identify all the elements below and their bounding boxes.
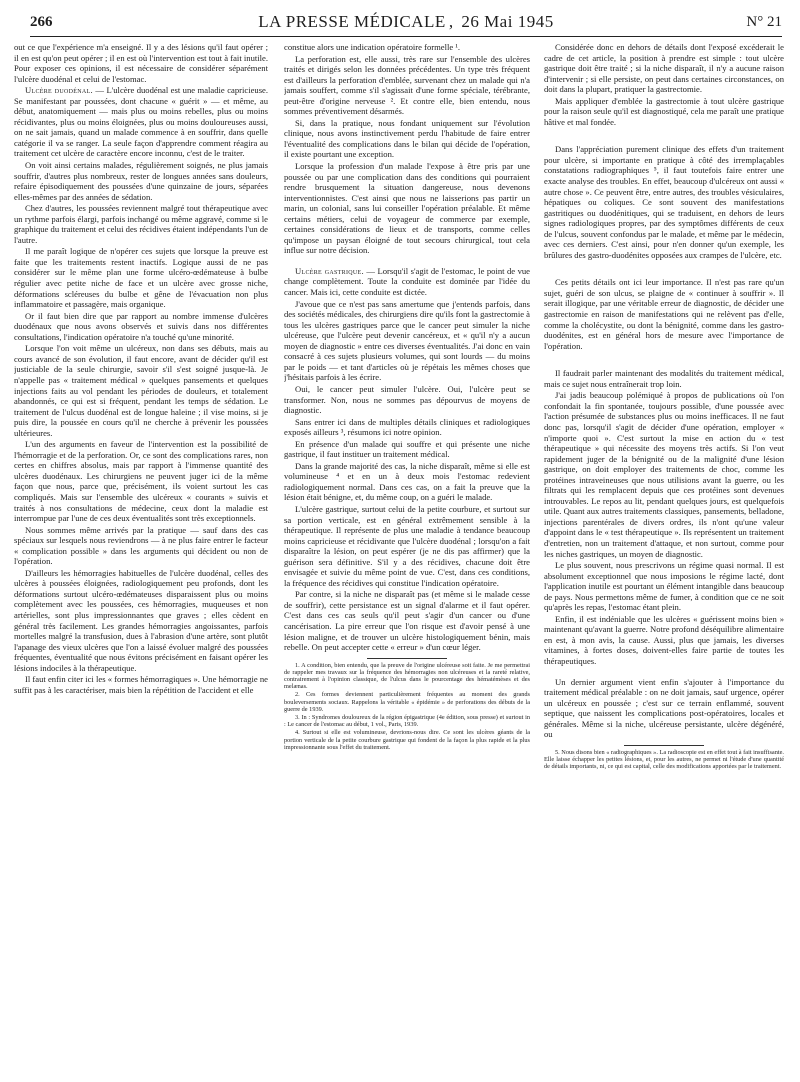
paragraph	[284, 439, 530, 460]
paragraph-text: Lorsque la profession d'un malade l'expose à être pris par une poussée ou par une complication dans des conditions qui pourraient rendre brusquement la situation dangereuse, nous devenons interventionnistes. C'est ainsi que nous ne laisserions pas partir un marin, un colonial, sans lui conseiller l'opération préalable. Et même certains métiers, celui de voyageur de commerce par exemple, certaines considérations de lieux et de transports, comme celles qu'impose un paysan éloigné de tout secours chirurgical, tout cela influe sur notre décision.	[284, 161, 530, 256]
paragraph-text: Mais appliquer d'emblée la gastrectomie à tout ulcère gastrique pour la raison seule qu'il est diagnostiqué, cela me paraît une pratique hâtive et mal fondée.	[544, 95, 784, 127]
paragraph	[284, 161, 530, 256]
journal-title: LA PRESSE MÉDICALE	[258, 12, 446, 31]
paragraph-text: — Lorsqu'il s'agit de l'estomac, le point de vue change complètement. Toute la conduite est dominée par l'idée du cancer. Mais ici, cette conduite est dictée.	[284, 265, 530, 298]
paragraph	[14, 85, 268, 159]
footnote: 1. A condition, bien entendu, que la preuve de l'origine ulcéreuse soit faite. Je me permettrai de rappeler mes travaux sur la fréquence des hémorragies non ulcéreuses et la rareté relative, contrairement à l'opinion classique, de l'ulcus dans le pourcentage des hématémèses et des melænas.	[284, 661, 530, 691]
paragraph-text: constitue alors une indication opératoire formelle ¹.	[284, 42, 461, 52]
paragraph-gap	[544, 668, 784, 677]
paragraph-text: L'ulcère gastrique, surtout celui de la petite courbure, et surtout sur sa portion verticale, est en général extrêmement sensible à la thérapeutique. Il représente de plus une maladie à tendance beaucoup moins capricieuse et récidivante que l'ulcère duodénal ; lorsqu'on a fait disparaître la lésion, on peut espérer (je ne dis pas affirmer) que la guérison sera définitive. S'il y a des récidives, chacune doit être envisagée et suivie du même point de vue. C'est, dans ces conditions, la fréquence des récidives qui constitue l'indication opératoire.	[284, 503, 530, 588]
paragraph	[284, 266, 530, 298]
paragraph-text: Sans entrer ici dans de multiples détails cliniques et radiologiques exposés ailleurs ³, résumons ici notre opinion.	[284, 416, 530, 438]
paragraph-text: Ces petits détails ont ici leur importance. Il n'est pas rare qu'un sujet, guéri de son ulcus, se plaigne de « continuer à souffrir ». Il serait illogique, par une véritable erreur de diagnostic, de décider une gastrectomie en raison de manifestations qui ne relèvent pas d'elle, comme la cholécystite, ou dont la bénignité, comme dans les gastro-duodénites, est en général hors de mesure avec l'importance de l'opération.	[544, 277, 784, 351]
paragraph-text: Dans la grande majorité des cas, la niche disparaît, même si elle est volumineuse ⁴ et en un à deux mois l'estomac redevient radiologiquement normal. Dans ces cas, on a fait la preuve que la lésion était bénigne, et, du même coup, on a guéri le malade.	[284, 460, 530, 503]
paragraph-text: Un dernier argument vient enfin s'ajouter à l'importance du traitement médical préalable : on ne doit jamais, sauf urgence, opérer un ulcéreux en poussée ; c'est sur ce terrain enflammé, souvent septique, que naissent les complications post-opératoires, locales et générales. Même si la niche, ulcéreuse persistante, ulcère dégénéré, ou	[544, 676, 784, 740]
paragraph-text: Nous sommes même arrivés par la pratique — sauf dans des cas spéciaux sur lesquels nous reviendrons — à ne plus faire entrer le facteur « complication possible » dans les arguments qui décident ou non de l'opération.	[14, 524, 268, 567]
footnote: 3. In : Syndromes douloureux de la région épigastrique (4e édition, sous presse) et surtout in : Le cancer de l'estomac au début, 1 vol., Paris, 1939.	[284, 714, 530, 729]
paragraph-text: L'un des arguments en faveur de l'intervention est la possibilité de l'hémorragie et de la perforation. Or, ce sont des complications rares, non certes en chiffres absolus, mais par rapport à l'immense quantité des ulcères duodénaux. Les chirurgiens ne peuvent juger ici de la même façon que nous, parce que, précisément, ils voient surtout les cas compliqués. Mais sur l'ensemble des ulcéreux « courants » suivis et traités à nos consultations de médecine, ceux dont la maladie est interrompue par l'une de ces deux éventualités sont très exceptionnels.	[14, 439, 268, 524]
paragraph	[544, 560, 784, 613]
paragraph-text: out ce que l'expérience m'a enseigné. Il y a des lésions qu'il faut opérer ; il en est qu'on peut opérer ; il en est où l'intervention est tout à fait inutile. Pour exposer ces opinions, il est nécessaire de considérer séparément l'ulcère duodénal et celui de l'estomac.	[14, 42, 268, 84]
paragraph-text: Le plus souvent, nous prescrivons un régime quasi normal. Il est absolument exceptionnel que nous imposions le régime lacté, dont l'application inutile est pourtant un élément intangible dans beaucoup de pays. Nous permettons même de fumer, à condition que ce ne soit qu'après les repas, l'estomac étant plein.	[544, 560, 784, 613]
paragraph	[284, 461, 530, 503]
paragraph-gap	[284, 257, 530, 266]
paragraph-text: Dans l'appréciation purement clinique des effets d'un traitement pour ulcère, si importante en pratique à côté des irremplaçables constatations radiographiques ⁵, il faut toutefois faire entrer une exacte analyse des troubles. En effet, beaucoup d'ulcéreux ont aussi « autre chose ». Ce peuvent être, entre autres, des troubles vésiculaires, hépatiques ou coliques. Ce sont souvent des manifestations gastritiques ou duodénitiques, qui se traduisent, en dehors de leurs signes radiologiques propres, par des symptômes différents de ceux de l'ulcus, souvent confondus par le malade, et même par le médecin, avec ces derniers. C'est ainsi, pour n'en donner qu'un exemple, les brûlures des gastro-duodénites opposées aux crampes de l'ulcère, etc.	[544, 144, 784, 260]
paragraph-text: Lorsque l'on voit même un ulcéreux, non dans ses débuts, mais au cours avancé de son évolution, il faut encore, avant de décider qu'il est justiciable de la seule chirurgie, savoir s'il s'est soigné jusque-là. Je n'appelle pas « traitement médical » quelques pansements et quelques injections faits au vol pendant les périodes de douleurs, et totalement abandonnés, ce qui est si fréquent, pendant les temps de sédation. Le traitement de l'ulcus duodénal est de longue haleine ; il vise moins, si je puis dire, la poussée en cours qu'il ne cherche à prévenir les poussées ultérieures.	[14, 343, 268, 438]
section-heading: Ulcère gastrique.	[295, 265, 364, 276]
header-rule	[30, 36, 782, 37]
paragraph-text: Enfin, il est indéniable que les ulcères « guérissent moins bien » maintenant qu'avant la guerre. Notre profond déséquilibre alimentaire en est, à mon avis, la cause. Aussi, plus que jamais, les diverses vitamines, à fortes doses, doivent-elles faire partie de toutes les thérapeutiques.	[544, 613, 784, 666]
footnote: 5. Nous disons bien « radiographiques ». La radioscopie est en effet tout à fait insuffisante. Elle laisse échapper les petites lésions, et, pour les autres, ne permet ni l'étude d'une quantité de détails importants, ni, ce qui est capital, celle des modifications apportées par le traitement.	[544, 748, 784, 771]
paragraph-gap	[544, 261, 784, 277]
footnote-separator	[367, 658, 447, 659]
paragraph-text: Chez d'autres, les poussées reviennent malgré tout thérapeutique avec un rythme parfois élargi, parfois inchangé ou même aggravé, comme si le graphique du traitement et celui des récidives étaient indépendants l'un de l'autre.	[14, 203, 268, 245]
issue-date: 26 Mai 1945	[461, 12, 554, 31]
paragraph	[14, 246, 268, 309]
paragraph-text: Considérée donc en dehors de détails dont l'exposé excéderait le cadre de cet article, la position à prendre est simple : tout ulcère gastrique doit être traité ; si la niche disparaît, il n'y a aucune raison d'intervenir ; si elle persiste, on peut dans certaines circonstances, on doit dans la plupart, pratiquer la gastrectomie.	[544, 42, 784, 95]
paragraph-text: Il faudrait parler maintenant des modalités du traitement médical, mais ce sujet nous entraînerait trop loin.	[544, 368, 784, 389]
footnote-separator	[624, 745, 704, 746]
paragraph-gap	[544, 128, 784, 144]
paragraph	[284, 589, 530, 652]
paragraph-text: J'avoue que ce n'est pas sans amertume que j'entends parfois, dans des sociétés médicales, des chirurgiens dire qu'ils font la gastrectomie à tous les ulcères gastriques parce que le cancer peut simuler la niche ulcéreuse, que l'ulcère peut devenir cancéreux, et « qu'il n'y a aucun moyen de diagnostic » entre ces diverses éventualités. J'ai donc en vain consacré à ces sujets plusieurs volumes, qui sont lourds — du moins par le poids — et tant d'articles où je répétais les mêmes choses que j'hésitais parfois à les écrire.	[284, 298, 530, 383]
paragraph-text: Il me paraît logique de n'opérer ces sujets que lorsque la preuve est faite que les traitements restent inactifs. Logique aussi de ne pas considérer sur le même plan une forme ulcéro-œdémateuse à bulbe régulier avec petite niche de face et un ulcère avec grosse niche, déformations scléreuses du bulbe et gêne de l'évacuation non plus inflammatoire et passagère, mais organique.	[14, 246, 268, 310]
paragraph	[14, 568, 268, 673]
paragraph-text: Par contre, si la niche ne disparaît pas (et même si le malade cesse de souffrir), cette persistance est un signal d'alarme et il faut opérer. C'est dans ces cas seuls qu'il peut s'agir d'un cancer ou d'une cancérisation. La pire erreur que l'on risque est d'avoir pensé à une lésion maligne, et de trouver un ulcère histologiquement bénin, mais rebelle. On peut accepter cette « erreur » d'un cœur léger.	[284, 589, 530, 653]
paragraph	[544, 677, 784, 740]
paragraph	[14, 203, 268, 245]
page-number: 266	[30, 14, 53, 30]
paragraph	[544, 368, 784, 389]
paragraph	[544, 390, 784, 559]
paragraph	[14, 343, 268, 438]
paragraph-text: — L'ulcère duodénal est une maladie capricieuse. Se manifestant par poussées, dont chacune « guérit » — et même, au début, anatomiquement — mais plus ou moins rebelles, plus ou moins récidivantes, plus ou moins éloignées, plus ou moins douloureuses aussi, on ne sait jamais, quand un malade commence à en souffrir, dans quelle catégorie il va se ranger. La seule façon d'apprendre comment réagira au traitement cet ulcère de caractère encore inconnu, c'est de le traiter.	[14, 85, 268, 159]
paragraph-gap	[544, 352, 784, 368]
paragraph	[14, 674, 268, 695]
paragraph	[544, 277, 784, 351]
paragraph	[544, 144, 784, 260]
paragraph	[544, 96, 784, 128]
paragraph-text: D'ailleurs les hémorragies habituelles de l'ulcère duodénal, celles des ulcères à poussées éloignées, radiologiquement peu profonds, dont les déformations surtout ulcéro-œdémateuses disparaissent plus ou moins complètement avec les poussées, ces hémorragies, muqueuses et non artérielles, sont plus impressionnantes que graves ; elles cèdent en général très facilement. Les grandes hémorragies angoissantes, parfois mortelles malgré la transfusion, dues à l'abrasion d'une artère, sont plutôt l'apanage des vieux ulcères que l'on a laissé évoluer malgré des poussées fréquentes, éventualité que nous évitons précisément en faisant opérer les lésions indociles à la thérapeutique.	[14, 567, 268, 673]
paragraph-text: Or il faut bien dire que par rapport au nombre immense d'ulcères duodénaux que nous avons observés et suivis dans nos différentes consultations, l'indication opératoire n'a touché qu'une minorité.	[14, 310, 268, 342]
paragraph-text: Si, dans la pratique, nous fondant uniquement sur l'évolution clinique, nous avons instinctivement perdu l'habitude de faire entrer l'éventualité des complications dans le bilan qui décide de l'opération, il existe pourtant une exception.	[284, 117, 530, 160]
paragraph	[284, 417, 530, 438]
journal-header: LA PRESSE MÉDICALE , 26 Mai 1945	[258, 12, 554, 31]
page-header	[30, 12, 782, 38]
footnote: 4. Surtout si elle est volumineuse, devrions-nous dire. Ce sont les ulcères géants de la portion verticale de la petite courbure gastrique qui fondent de la façon la plus rapide et la plus impressionnante sous l'effet du traitement.	[284, 729, 530, 751]
paragraph	[284, 42, 530, 53]
text-column-right	[544, 42, 784, 1070]
paragraph-text: La perforation est, elle aussi, très rare sur l'ensemble des ulcères traités et dirigés selon les données précédentes. Un type très fréquent est d'ailleurs la perforation d'emblée, survenant chez un malade qui n'a jamais souffert, comme s'il s'agissait d'une forme spéciale, térébrante, peut-être d'origine nerveuse ². Et contre elle, bien entendu, nous sommes préventivement désarmés.	[284, 53, 530, 117]
paragraph-text: Il faut enfin citer ici les « formes hémorragiques ». Une hémorragie ne suffit pas à les caractériser, mais bien la répétition de l'accident et elle	[14, 674, 268, 695]
paragraph-text: En présence d'un malade qui souffre et qui présente une niche gastrique, il faut instituer un traitement médical.	[284, 438, 530, 460]
paragraph-text: J'ai jadis beaucoup polémiqué à propos de publications où l'on confondait la fin spontanée, toujours possible, d'une poussée avec l'action présumée de substances plus ou moins inefficaces. Il ne faut donc pas, lorsqu'il s'agit de décider d'une opération, employer « n'importe quoi ». C'est surtout la mise en action du « test thérapeutique » qui nécessite des moyens très actifs. Si l'on veut rapidement juger de la bénignité ou de la malignité d'une lésion gastrique, on doit employer des traitements de choc, comme les protéines intraveineuses que nous utilisions avant la guerre, ou les filtrats qui les remplacent depuis que ces protéines sont devenues introuvables. Le repos au lit, pendant quelques jours, est quelquefois utile. Quant aux autres traitements classiques, pansements, belladone, injections parentérales de divers ordres, ils n'ont qu'une valeur d'appoint dans le « test thérapeutique ». Ils représentent un traitement d'entretien, non un traitement d'attaque, et non surtout, comme pour les niches gastriques, un moyen de diagnostic.	[544, 390, 784, 559]
text-column-middle	[284, 42, 530, 1070]
paragraph	[14, 311, 268, 343]
paragraph	[284, 54, 530, 117]
paragraph	[544, 614, 784, 667]
paragraph	[14, 525, 268, 567]
paragraph	[14, 439, 268, 523]
paragraph	[284, 299, 530, 383]
paragraph	[284, 384, 530, 416]
section-heading: Ulcère duodénal.	[25, 85, 93, 96]
footnote: 2. Ces formes deviennent particulièrement fréquentes au moment des grands bouleversements sociaux. Rappelons la véritable « épidémie » de perforations des débuts de la guerre de 1939.	[284, 691, 530, 713]
paragraph	[544, 42, 784, 95]
paragraph-text: On voit ainsi certains malades, régulièrement soignés, ne plus jamais souffrir, d'autres plus nombreux, rester de longues années sans douleurs, refaire épisodiquement des poussées d'une quinzaine de jours, séparées elles-mêmes par des années de sédation.	[14, 160, 268, 202]
paragraph	[284, 504, 530, 588]
paragraph	[14, 160, 268, 202]
paragraph	[284, 118, 530, 160]
issue-number: N° 21	[746, 14, 782, 30]
paragraph-text: Oui, le cancer peut simuler l'ulcère. Oui, l'ulcère peut se transformer. Non, nous ne sommes pas dépourvus de moyens de diagnostic.	[284, 383, 530, 416]
paragraph	[14, 42, 268, 84]
text-column-left	[14, 42, 268, 1070]
